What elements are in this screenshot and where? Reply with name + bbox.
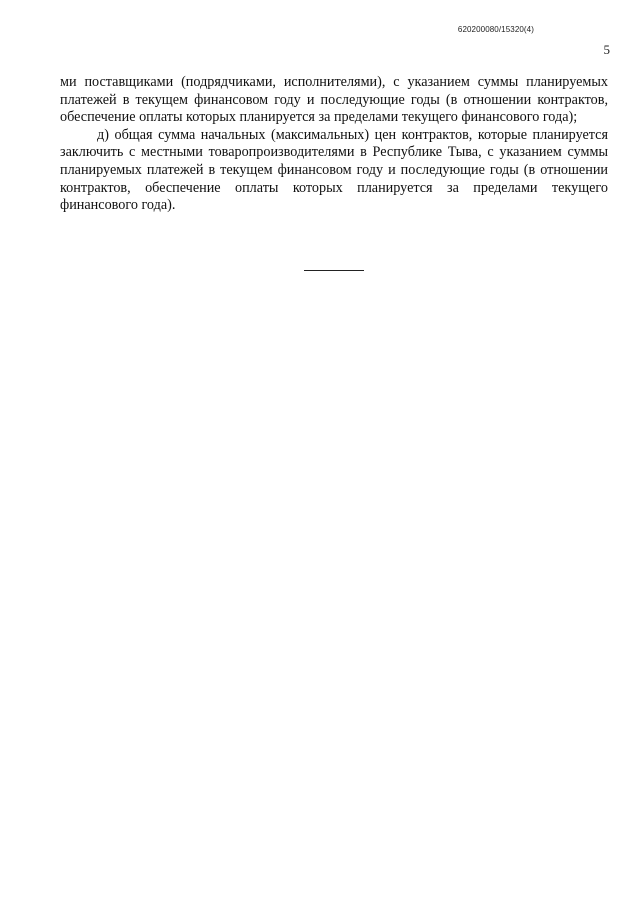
document-body — [60, 74, 608, 215]
document-code: 620200080/15320(4) — [457, 25, 534, 34]
end-of-text-line — [304, 270, 364, 271]
page-number: 5 — [603, 42, 610, 57]
paragraph-d: д) общая сумма начальных (максимальных) цен контрактов, которые планируется заключить с местными товаропроизводителями в Республике Тыва, с указанием суммы планируемых платежей в текущем финансовом году и последующие годы (в отношении контрактов, обеспечение оплаты которых планируется за пределами текущего финансового года). — [60, 126, 608, 214]
paragraph-continued: ми поставщиками (подрядчиками, исполнителями), с указанием суммы планируемых платежей в текущем финансовом году и последующие годы (в отношении контрактов, обеспечение оплаты которых планируется за пределами текущего финансового года); — [60, 74, 608, 126]
